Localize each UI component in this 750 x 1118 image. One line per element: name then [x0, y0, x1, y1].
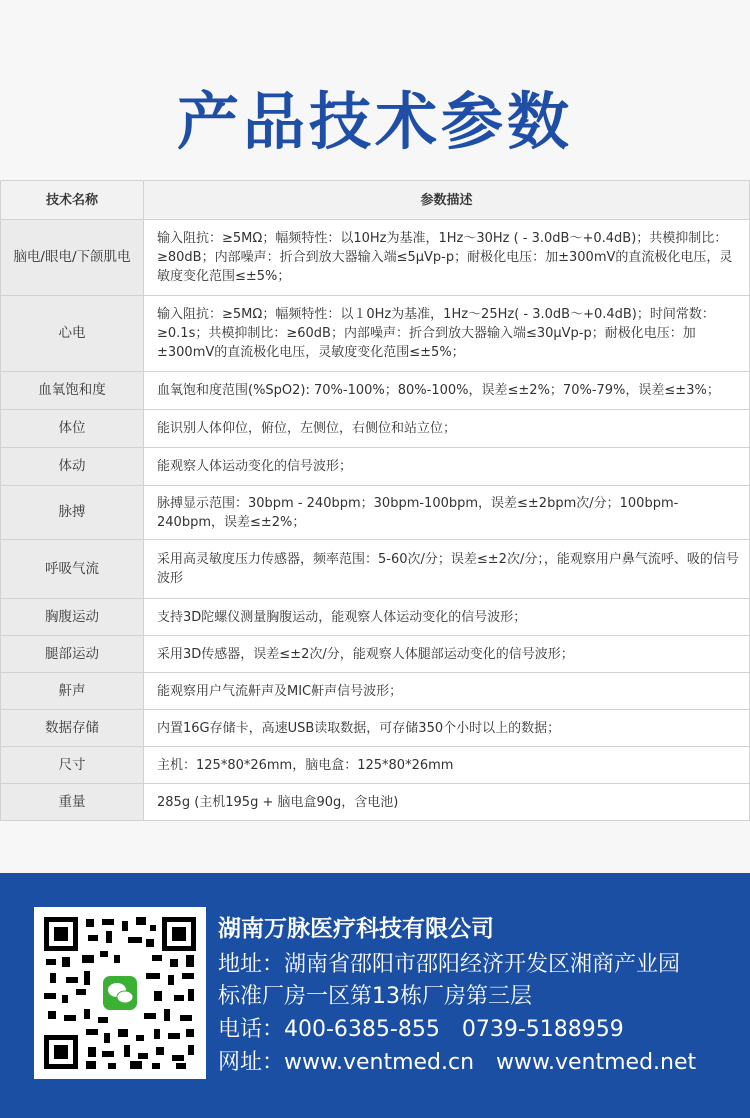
row-name: 血氧饱和度	[1, 372, 144, 410]
row-name: 重量	[1, 784, 144, 821]
table-row	[1, 540, 750, 599]
company-phone: 电话：400-6385-855 0739-5188959	[218, 1017, 624, 1042]
table-row	[1, 673, 750, 710]
table-row	[1, 410, 750, 448]
table-row	[1, 486, 750, 540]
row-desc: 输入阻抗：≥5MΩ；幅频特性：以１0Hz为基准，1Hz～25Hz( - 3.0dB～+0.4dB)；时间常数：≥0.1s；共模抑制比：≥60dB；内部噪声：折合到放大器输入端≤30μVp-p；耐极化电压：加±300mV的直流极化电压，灵敏度变化范围≤±5%；	[144, 296, 750, 372]
row-name: 脑电/眼电/下颌肌电	[1, 220, 144, 296]
row-desc: 主机：125*80*26mm，脑电盒：125*80*26mm	[144, 747, 750, 784]
table-row	[1, 747, 750, 784]
table-row	[1, 710, 750, 747]
row-name: 体动	[1, 448, 144, 486]
row-desc: 支持3D陀螺仪测量胸腹运动，能观察人体运动变化的信号波形；	[144, 599, 750, 636]
company-name: 湖南万脉医疗科技有限公司	[218, 916, 494, 942]
table-row	[1, 784, 750, 821]
row-name: 呼吸气流	[1, 540, 144, 599]
row-desc: 能观察用户气流鼾声及MIC鼾声信号波形；	[144, 673, 750, 710]
row-name: 数据存储	[1, 710, 144, 747]
company-address-line2: 标准厂房一区第13栋厂房第三层	[218, 984, 532, 1009]
row-desc: 输入阻抗：≥5MΩ；幅频特性：以10Hz为基准，1Hz～30Hz ( - 3.0dB～+0.4dB)；共模抑制比：≥80dB；内部噪声：折合到放大器输入端≤5μVp-p；耐极化电压：加±300mV的直流极化电压，灵敏度变化范围≤±5%；	[144, 220, 750, 296]
row-name: 腿部运动	[1, 636, 144, 673]
row-desc: 能识别人体仰位，俯位，左侧位，右侧位和站立位；	[144, 410, 750, 448]
row-name: 鼾声	[1, 673, 144, 710]
table-row	[1, 636, 750, 673]
company-address-line1: 地址：湖南省邵阳市邵阳经济开发区湘商产业园	[218, 952, 681, 977]
header-name: 技术名称	[1, 181, 144, 220]
table-row	[1, 220, 750, 296]
row-desc: 采用高灵敏度压力传感器，频率范围：5-60次/分；误差≤±2次/分；，能观察用户鼻气流呼、吸的信号波形	[144, 540, 750, 599]
row-desc: 脉搏显示范围：30bpm - 240bpm；30bpm-100bpm，误差≤±2bpm次/分；100bpm-240bpm，误差≤±2%；	[144, 486, 750, 540]
company-footer	[0, 873, 750, 1118]
row-desc: 能观察人体运动变化的信号波形；	[144, 448, 750, 486]
spec-table	[0, 180, 750, 821]
table-row	[1, 448, 750, 486]
row-desc: 285g (主机195g + 脑电盒90g，含电池)	[144, 784, 750, 821]
qr-code[interactable]	[34, 907, 206, 1079]
table-row	[1, 296, 750, 372]
table-header-row	[1, 181, 750, 220]
qr-code-icon	[42, 915, 198, 1071]
row-name: 胸腹运动	[1, 599, 144, 636]
company-website[interactable]: 网址：www.ventmed.cn www.ventmed.net	[218, 1050, 697, 1075]
row-name: 心电	[1, 296, 144, 372]
table-row	[1, 599, 750, 636]
row-name: 脉搏	[1, 486, 144, 540]
row-desc: 内置16G存储卡，高速USB读取数据，可存储350个小时以上的数据；	[144, 710, 750, 747]
table-row	[1, 372, 750, 410]
wechat-icon	[100, 973, 140, 1013]
header-desc: 参数描述	[144, 181, 750, 220]
row-name: 尺寸	[1, 747, 144, 784]
row-desc: 血氧饱和度范围(%SpO2): 70%-100%；80%-100%，误差≤±2%；70%-79%，误差≤±3%；	[144, 372, 750, 410]
page-title: 产品技术参数	[176, 85, 573, 158]
row-name: 体位	[1, 410, 144, 448]
row-desc: 采用3D传感器，误差≤±2次/分，能观察人体腿部运动变化的信号波形；	[144, 636, 750, 673]
